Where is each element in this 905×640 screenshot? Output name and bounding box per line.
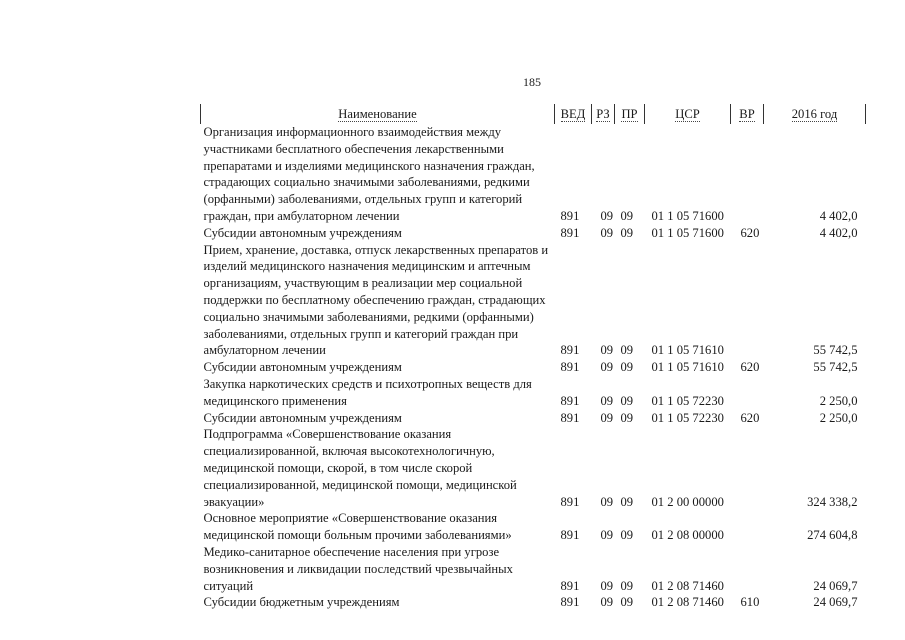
row-rz: 09 <box>600 410 614 425</box>
row-pr: 09 <box>620 393 634 408</box>
row-csr: 01 1 05 71600 <box>651 208 724 223</box>
row-csr: 01 2 08 71460 <box>651 578 724 593</box>
row-sum: 274 604,8 <box>807 528 858 543</box>
row-rz: 09 <box>600 208 614 223</box>
row-sum: 24 069,7 <box>813 595 858 610</box>
row-pr: 09 <box>620 528 634 543</box>
row-sum: 2 250,0 <box>819 393 858 408</box>
row-ved: 891 <box>560 494 580 509</box>
row-csr: 01 1 05 71600 <box>651 225 724 240</box>
row-name: Организация информационного взаимодействия между участниками бесплатного обеспечения лекарственными препаратами и изделиями медицинского назначения граждан, страдающих социально значимыми заболеваниями, редкими (орфанными) заболеваниями, отдельных групп и категорий граждан, при амбулаторном лечении <box>203 125 535 223</box>
row-rz: 09 <box>600 578 614 593</box>
budget-table <box>200 104 866 611</box>
table-row <box>201 359 866 376</box>
row-vr <box>731 426 764 510</box>
row-name: Подпрограмма «Совершенствование оказания специализированной, включая высокотехнологичную, медицинской помощи, скорой, в том числе скорой специализированной, медицинской помощи, медицинской эвакуации» <box>203 427 517 509</box>
header-csr: ЦСР <box>645 104 731 124</box>
header-name: Наименование <box>201 104 555 124</box>
row-sum: 324 338,2 <box>807 494 858 509</box>
table-row <box>201 376 866 410</box>
table-row <box>201 225 866 242</box>
row-csr: 01 1 05 71610 <box>651 343 724 358</box>
row-vr <box>731 124 764 225</box>
row-rz: 09 <box>600 393 614 408</box>
table-row <box>201 426 866 510</box>
table-row <box>201 410 866 427</box>
row-pr: 09 <box>620 343 634 358</box>
row-rz: 09 <box>600 494 614 509</box>
table-row <box>201 544 866 594</box>
row-name: Прием, хранение, доставка, отпуск лекарственных препаратов и изделий медицинского назначения медицинским и аптечным организациям, участвующим в реализации мер социальной поддержки по бесплатному обеспечению граждан, страдающих социально значимыми заболеваниями, редкими (орфанными) заболеваниями, отдельных групп и категорий граждан при амбулаторном лечении <box>203 242 549 358</box>
row-pr: 09 <box>620 360 634 375</box>
row-rz: 09 <box>600 225 614 240</box>
row-vr <box>731 510 764 544</box>
row-name: Медико-санитарное обеспечение населения при угрозе возникновения и ликвидации последствий чрезвычайных ситуаций <box>203 544 513 593</box>
header-pr: ПР <box>615 104 645 124</box>
row-rz: 09 <box>600 595 614 610</box>
row-ved: 891 <box>560 578 580 593</box>
table-row <box>201 242 866 360</box>
row-rz: 09 <box>600 528 614 543</box>
row-vr: 620 <box>740 225 760 240</box>
row-name: Субсидии бюджетным учреждениям <box>203 595 400 610</box>
row-name: Субсидии автономным учреждениям <box>203 410 402 425</box>
row-ved: 891 <box>560 360 580 375</box>
row-csr: 01 1 05 72230 <box>651 410 724 425</box>
row-pr: 09 <box>620 595 634 610</box>
row-pr: 09 <box>620 225 634 240</box>
row-pr: 09 <box>620 208 634 223</box>
row-ved: 891 <box>560 410 580 425</box>
row-csr: 01 1 05 72230 <box>651 393 724 408</box>
table-row <box>201 124 866 225</box>
row-sum: 4 402,0 <box>819 208 858 223</box>
row-vr: 610 <box>740 595 760 610</box>
row-ved: 891 <box>560 528 580 543</box>
table-row <box>201 510 866 544</box>
row-ved: 891 <box>560 208 580 223</box>
row-ved: 891 <box>560 393 580 408</box>
table-header <box>201 104 866 124</box>
row-sum: 4 402,0 <box>819 225 858 240</box>
row-vr: 620 <box>740 410 760 425</box>
row-sum: 55 742,5 <box>813 360 858 375</box>
header-ved: ВЕД <box>555 104 592 124</box>
page-number: 185 <box>523 75 541 89</box>
header-sum: 2016 год <box>764 104 866 124</box>
table-row <box>201 594 866 611</box>
header-rz: РЗ <box>592 104 615 124</box>
row-csr: 01 2 00 00000 <box>651 494 724 509</box>
row-sum: 55 742,5 <box>813 343 858 358</box>
row-vr: 620 <box>740 360 760 375</box>
row-ved: 891 <box>560 225 580 240</box>
row-csr: 01 2 08 00000 <box>651 528 724 543</box>
row-name: Закупка наркотических средств и психотропных веществ для медицинского применения <box>203 376 532 408</box>
row-csr: 01 1 05 71610 <box>651 360 724 375</box>
row-name: Основное мероприятие «Совершенствование оказания медицинской помощи больным прочими заболеваниями» <box>203 511 512 543</box>
row-pr: 09 <box>620 494 634 509</box>
row-pr: 09 <box>620 410 634 425</box>
row-rz: 09 <box>600 343 614 358</box>
header-vr: ВР <box>731 104 764 124</box>
row-vr <box>731 376 764 410</box>
row-csr: 01 2 08 71460 <box>651 595 724 610</box>
row-vr <box>731 544 764 594</box>
row-name: Субсидии автономным учреждениям <box>203 225 402 240</box>
row-vr <box>731 242 764 360</box>
row-sum: 24 069,7 <box>813 578 858 593</box>
row-pr: 09 <box>620 578 634 593</box>
row-rz: 09 <box>600 360 614 375</box>
row-ved: 891 <box>560 343 580 358</box>
row-sum: 2 250,0 <box>819 410 858 425</box>
row-ved: 891 <box>560 595 580 610</box>
row-name: Субсидии автономным учреждениям <box>203 360 402 375</box>
